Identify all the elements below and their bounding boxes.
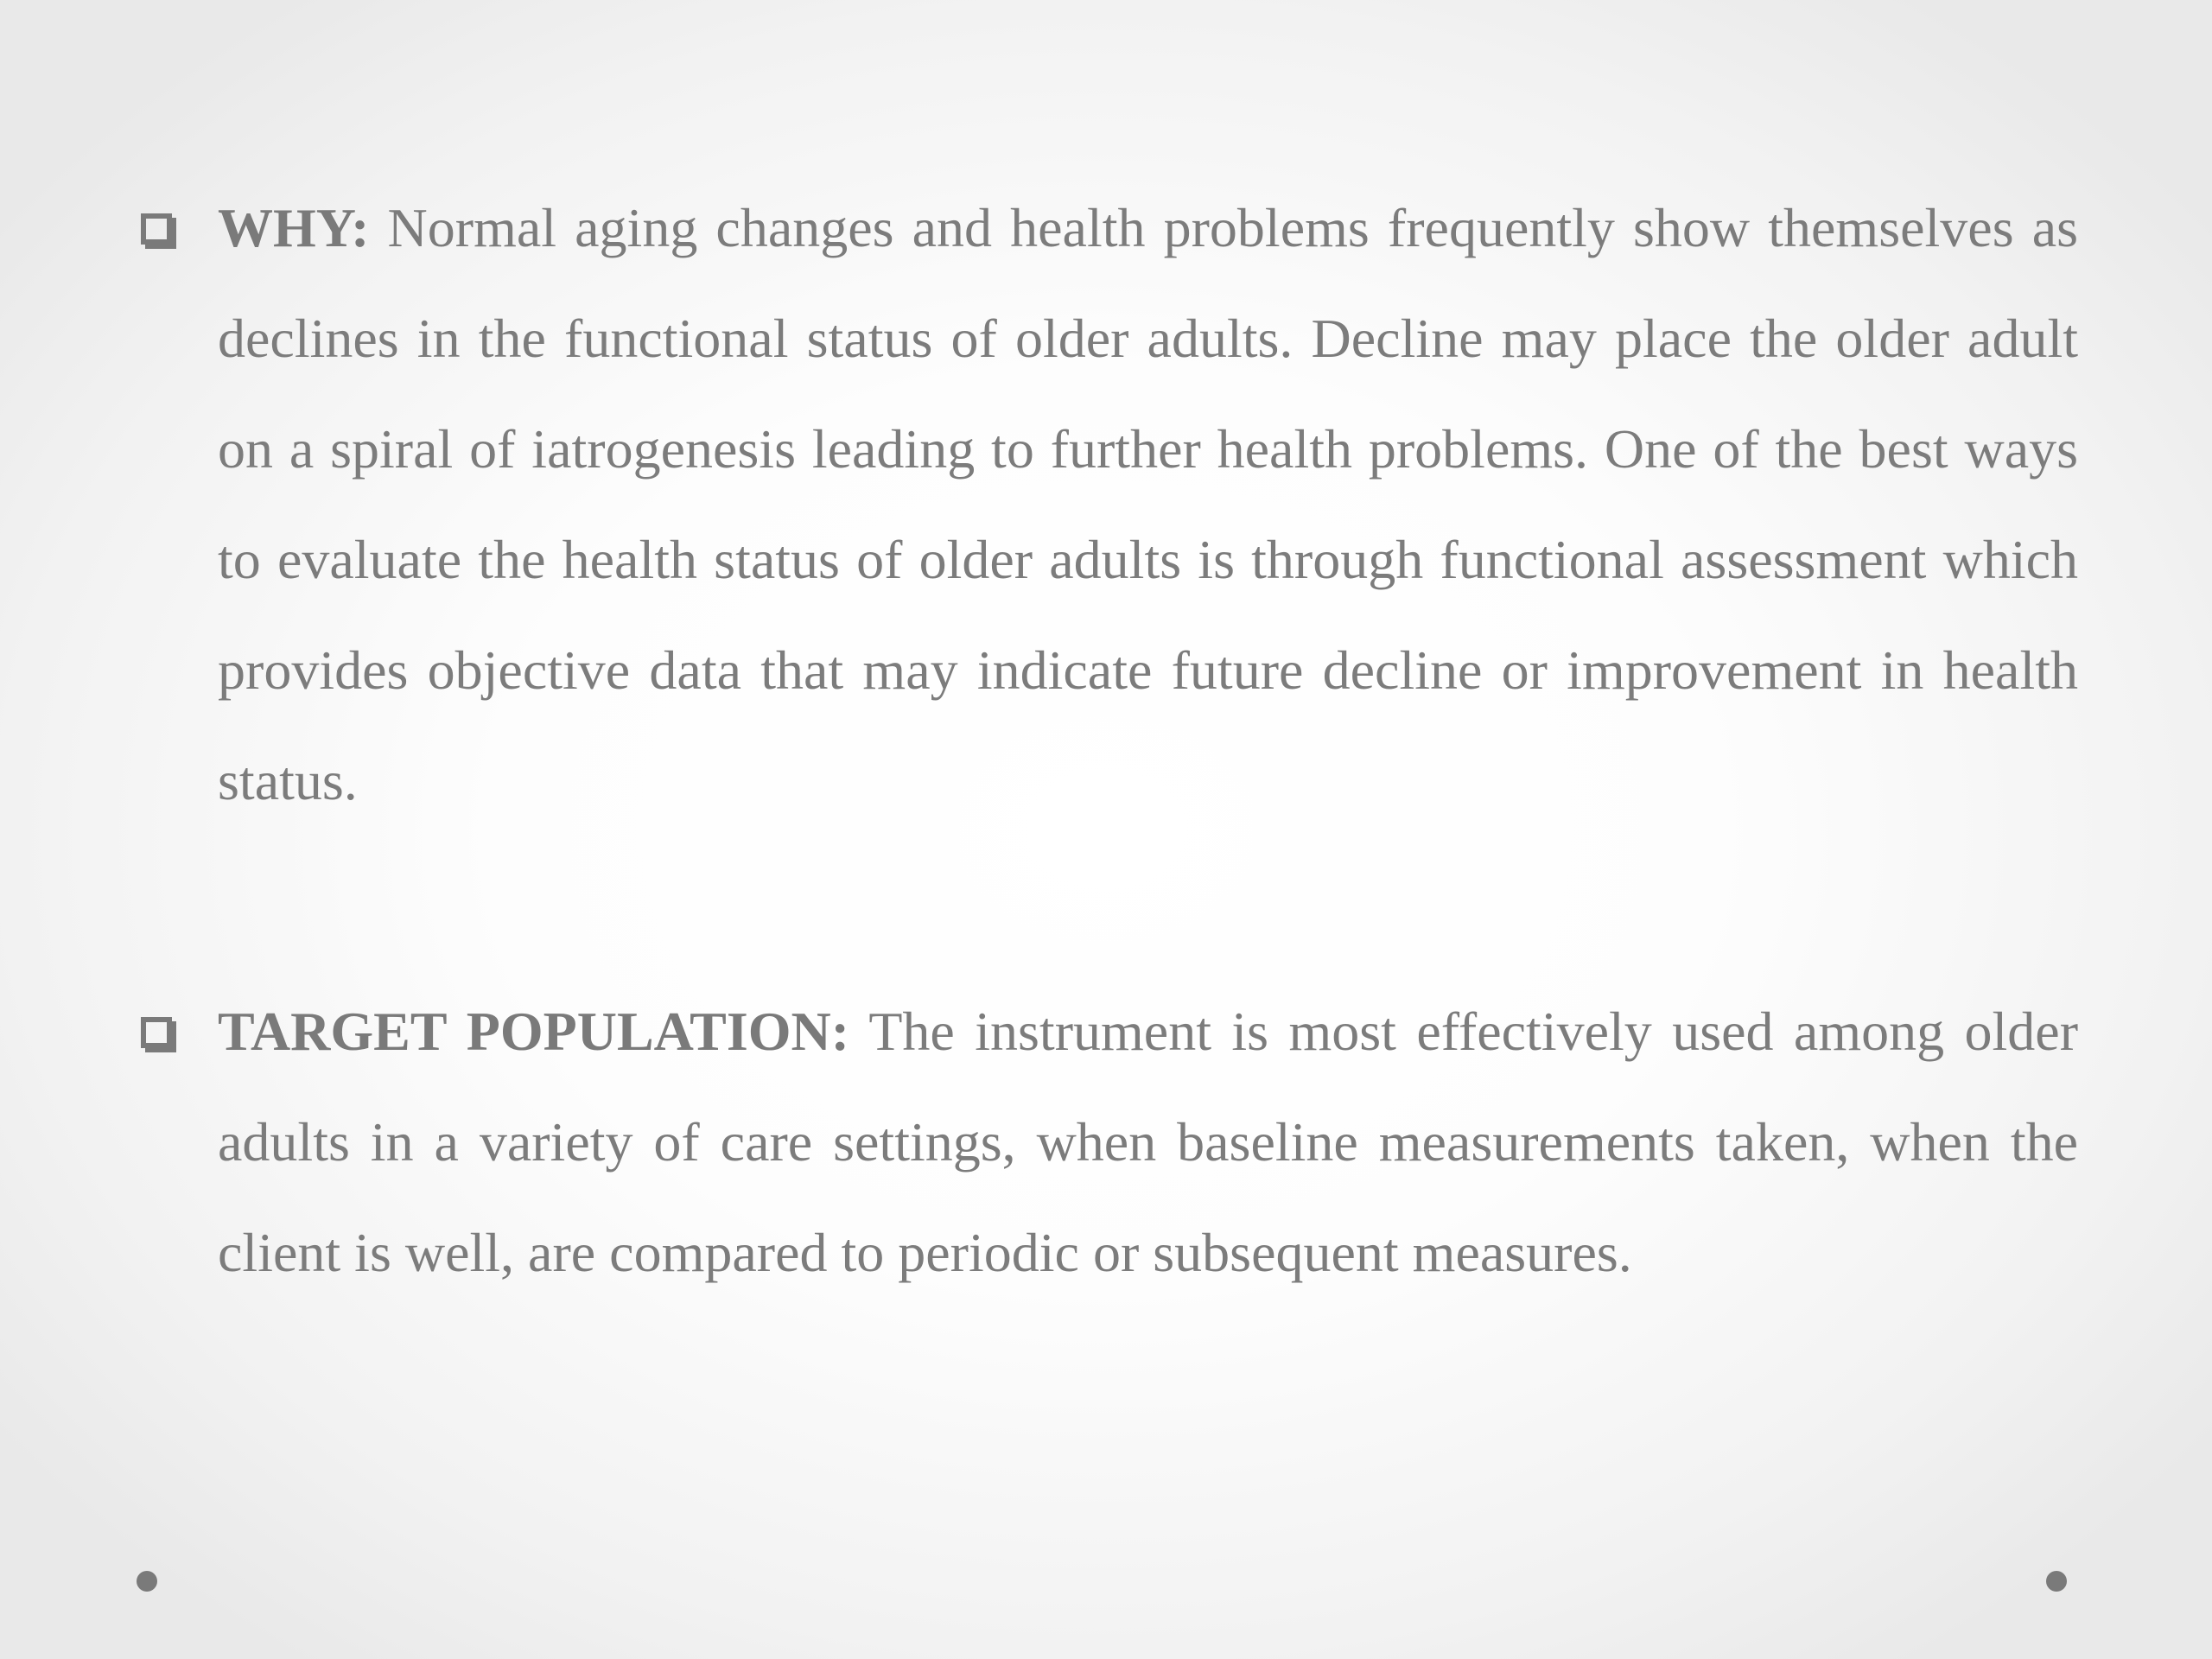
bullet-text: Normal aging changes and health problems frequently show themselves as declines in the functional status of older adults. Decline may place the older adult on a spiral of iatrogenesis leading to further health problems. One of the best ways to evaluate the health status of older adults is through functional assessment which provides objective data that may indicate future decline or improvement in health status. xyxy=(218,197,2079,811)
checkbox-square-icon xyxy=(141,213,172,245)
bullet-why xyxy=(134,173,2078,836)
bullet-label: TARGET POPULATION: xyxy=(218,1001,850,1062)
bullet-target-population xyxy=(134,976,2078,1308)
slide-content xyxy=(134,173,2078,1308)
dot-icon xyxy=(2046,1571,2067,1592)
bullet-text: The instrument is most effectively used among older adults in a variety of care settings, when baseline measurements taken, when the client is well, are compared to periodic or subsequent measures. xyxy=(218,1001,2079,1283)
dot-icon xyxy=(137,1571,157,1592)
checkbox-square-icon xyxy=(141,1017,172,1048)
bullet-label: WHY: xyxy=(218,197,370,258)
